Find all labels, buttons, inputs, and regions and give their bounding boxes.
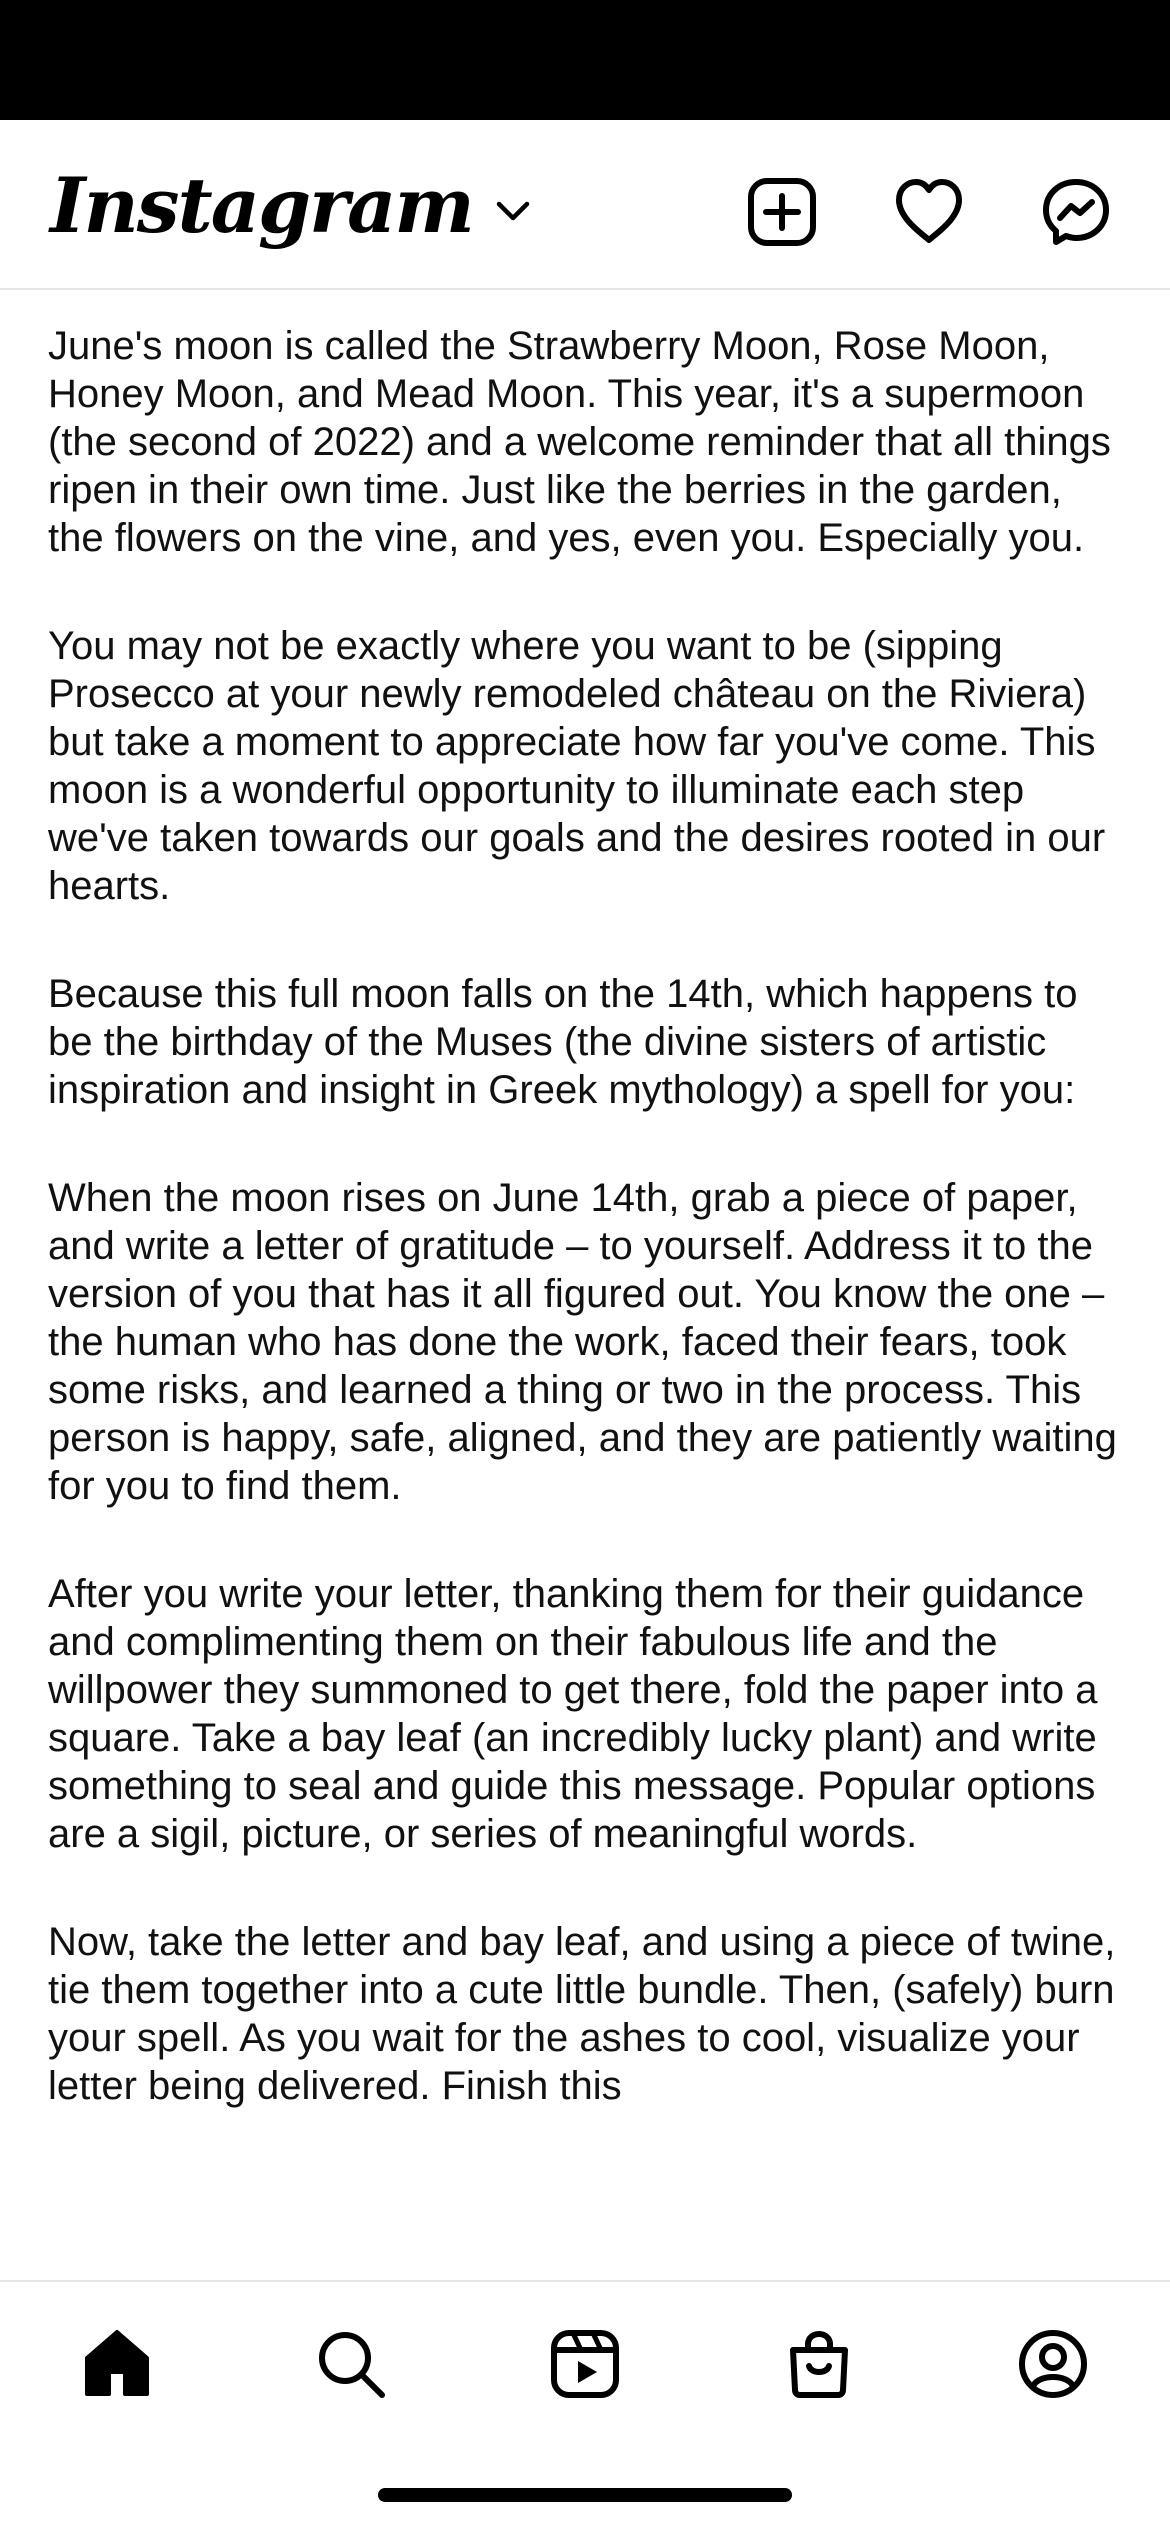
- home-icon[interactable]: [77, 2324, 157, 2404]
- caption-paragraph: June's moon is called the Strawberry Moon, Rose Moon, Honey Moon, and Mead Moon. This year, it's a supermoon (the second of 2022) and a welcome reminder that all things ripen in their own time. Just like the berries in the garden, the flowers on the vine, and yes, even you. Especially you.: [48, 324, 1111, 560]
- reels-icon[interactable]: [545, 2324, 625, 2404]
- caption-paragraph: Now, take the letter and bay leaf, and using a piece of twine, tie them together into a cute little bundle. Then, (safely) burn your spell. As you wait for the ashes to cool, visualize your letter being delivered. Finish this: [48, 1920, 1116, 2108]
- post-caption: [0, 290, 1170, 2110]
- caption-paragraph: After you write your letter, thanking them for their guidance and complimenting them on their fabulous life and the willpower they summoned to get there, fold the paper into a square. Take a bay leaf (an incredibly lucky plant) and write something to seal and guide this message. Popular options are a sigil, picture, or series of meaningful words.: [48, 1572, 1098, 1856]
- heart-icon[interactable]: [893, 176, 965, 248]
- caption-paragraph: When the moon rises on June 14th, grab a piece of paper, and write a letter of gratitude – to yourself. Address it to the version of you that has it all figured out. You know the one – the human who has done the work, faced their fears, took some risks, and learned a thing or two in the process. This person is happy, safe, aligned, and they are patiently waiting for you to find them.: [48, 1176, 1117, 1508]
- profile-icon[interactable]: [1013, 2324, 1093, 2404]
- caption-paragraph: Because this full moon falls on the 14th, which happens to be the birthday of the Muses (the divine sisters of artistic inspiration and insight in Greek mythology) a spell for you:: [48, 972, 1078, 1112]
- home-indicator[interactable]: [378, 2488, 792, 2502]
- status-bar: [0, 0, 1170, 120]
- messenger-icon[interactable]: [1040, 176, 1112, 248]
- post-caption-view[interactable]: [0, 290, 1170, 2280]
- new-post-icon[interactable]: [746, 176, 818, 248]
- caption-paragraph: You may not be exactly where you want to be (sipping Prosecco at your newly remodeled château on the Riviera) but take a moment to appreciate how far you've come. This moon is a wonderful opportunity to illuminate each step we've taken towards our goals and the desires rooted in our hearts.: [48, 624, 1106, 908]
- top-app-bar: [0, 120, 1170, 290]
- shop-icon[interactable]: [779, 2324, 859, 2404]
- search-icon[interactable]: [311, 2324, 391, 2404]
- instagram-logo[interactable]: Instagram: [50, 161, 473, 250]
- chevron-down-icon[interactable]: [495, 199, 531, 228]
- account-switcher[interactable]: [50, 156, 531, 256]
